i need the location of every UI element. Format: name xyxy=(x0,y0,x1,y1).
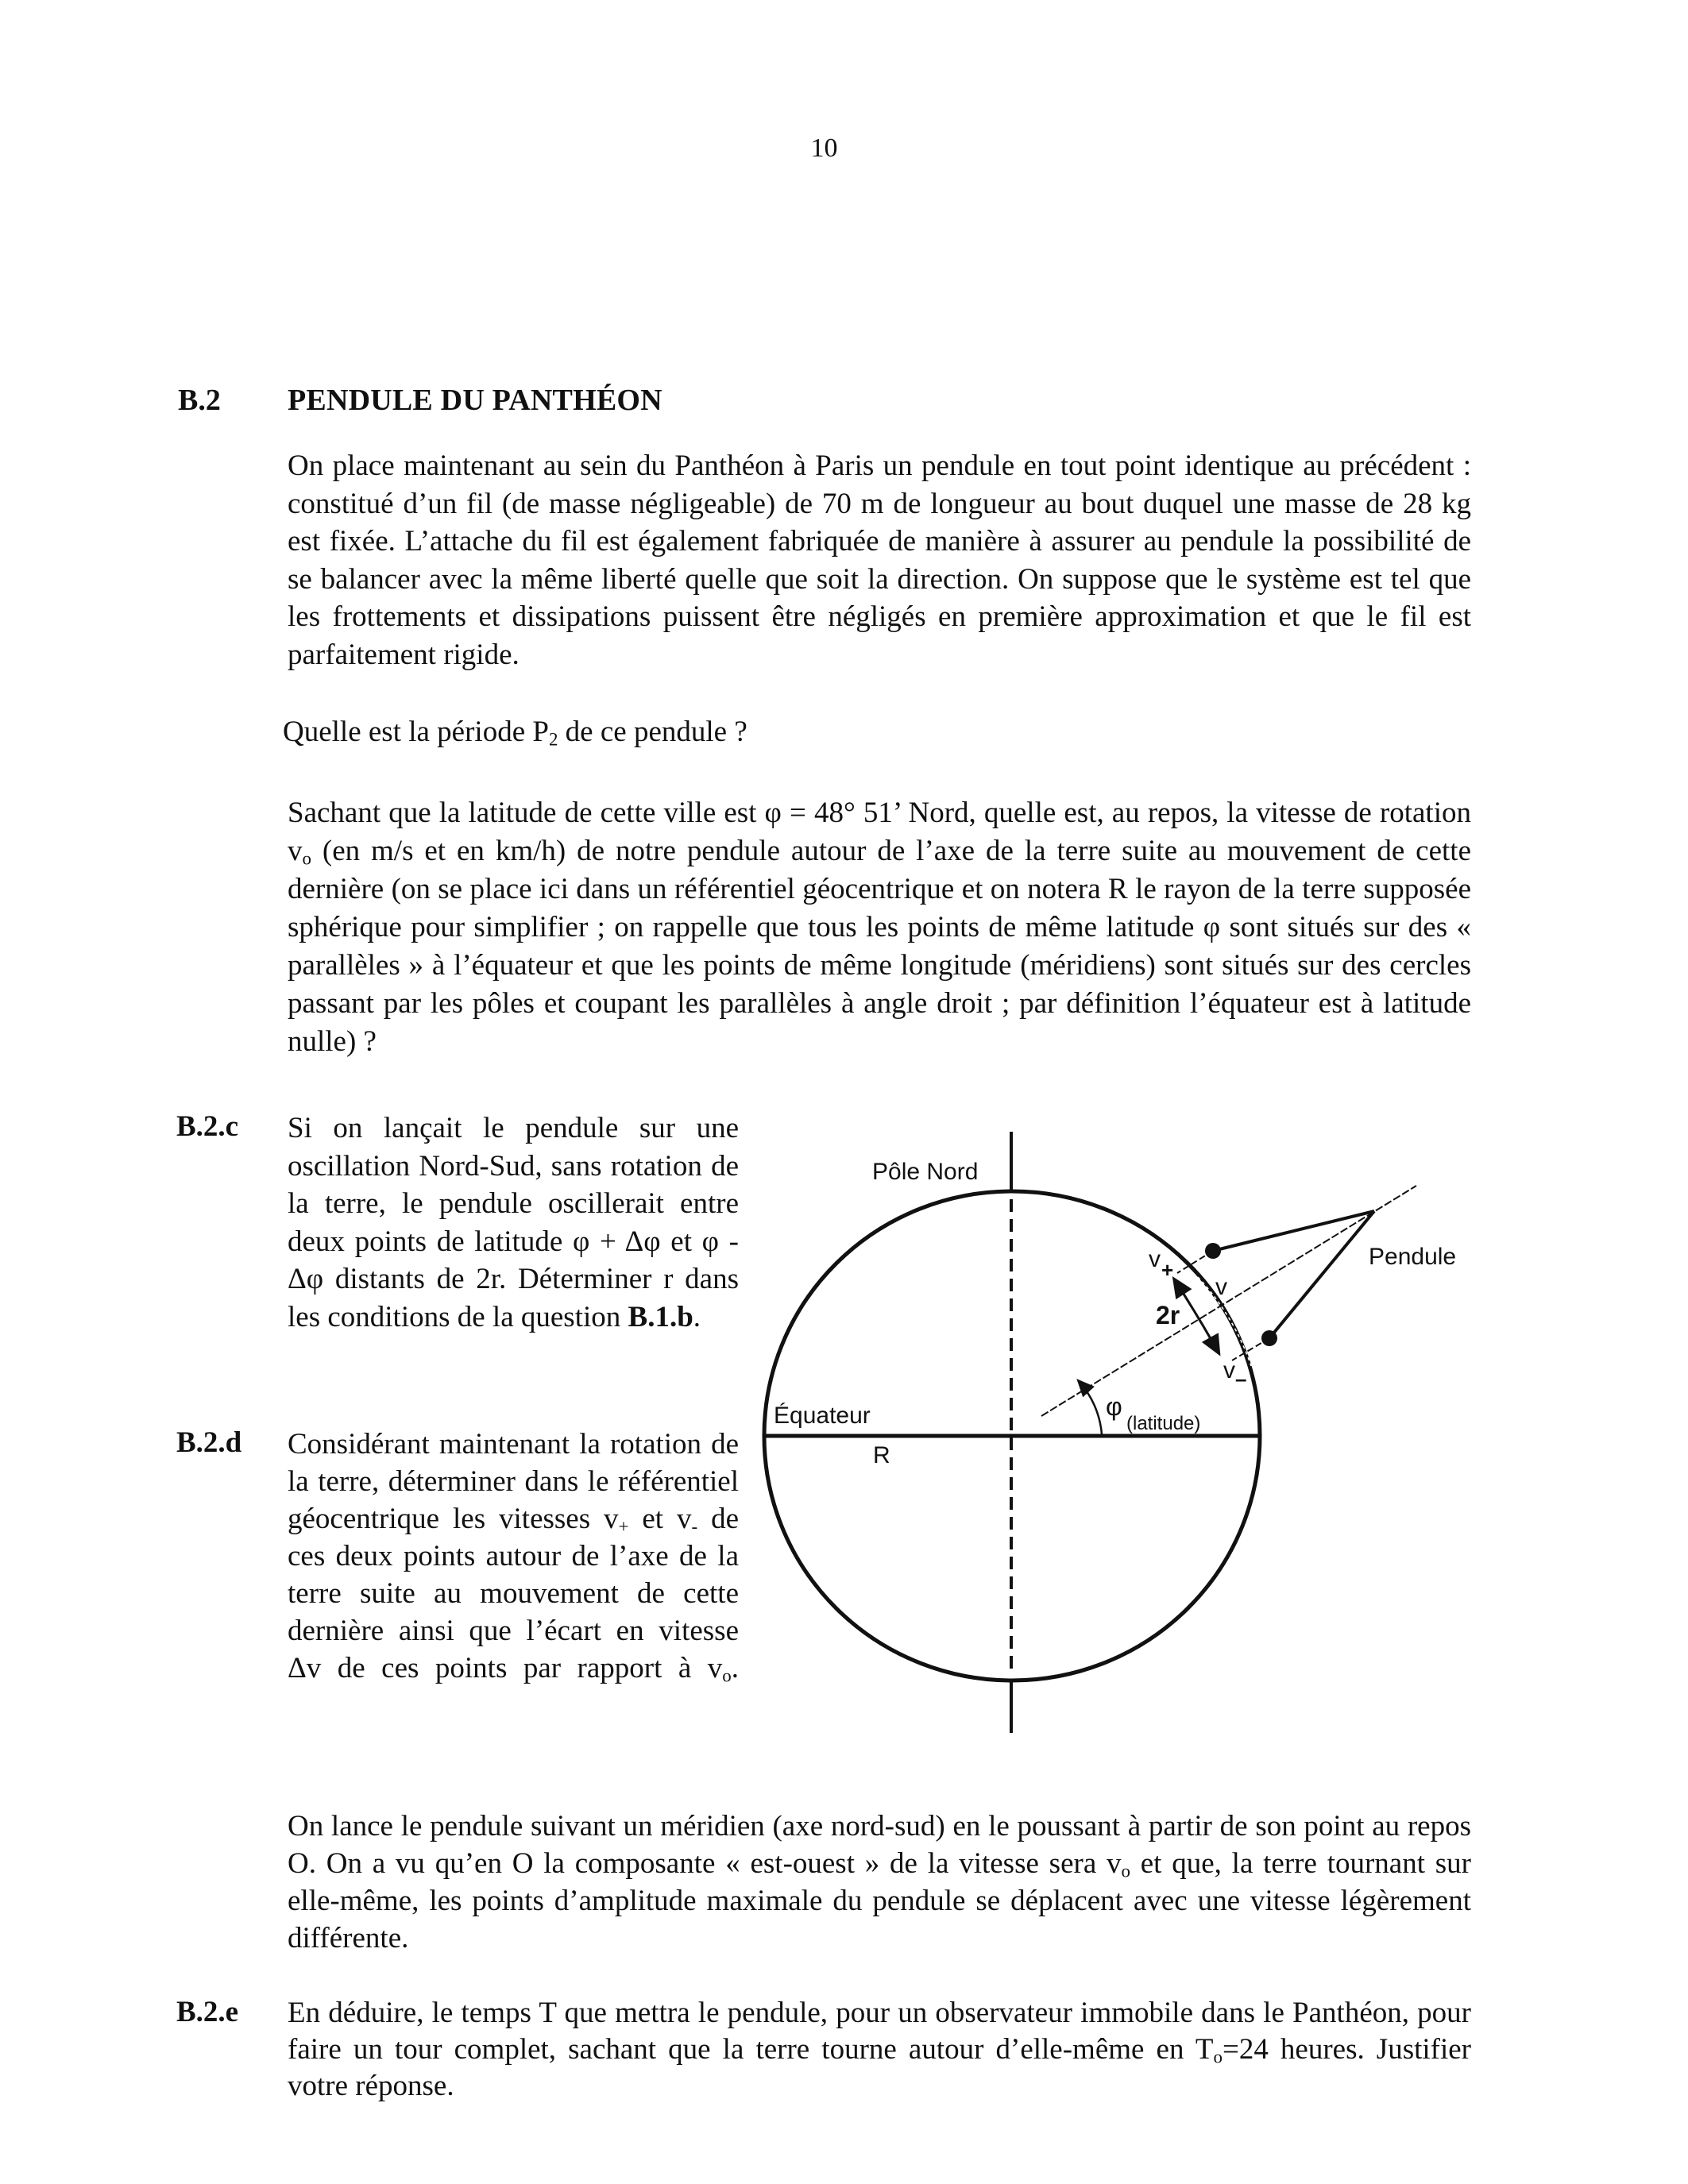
question-velocity-text: Sachant que la latitude de cette ville est φ = 48° 51’ Nord, quelle est, au repos, la vitesse de rotation v xyxy=(288,797,1471,867)
label-v-plus-sub: + xyxy=(1161,1258,1174,1282)
question-b2d-text: de ces deux points autour de l’axe de la terre suite au mouvement de cette dernière ainsi que l’écart en vitesse Δv de ces points par rapport à v xyxy=(288,1503,739,1684)
label-radius: R xyxy=(873,1442,890,1468)
label-phi: φ xyxy=(1106,1392,1122,1421)
label-pole-nord: Pôle Nord xyxy=(872,1159,979,1185)
question-period-text-end: de ce pendule ? xyxy=(558,716,747,748)
label-equateur: Équateur xyxy=(774,1403,871,1429)
pendulum-string-lower xyxy=(1269,1211,1374,1338)
punctuation: . xyxy=(693,1300,701,1333)
label-v: v xyxy=(1215,1274,1227,1300)
launch-text-end: et que, la terre tournant sur elle-même, les points d’amplitude maximale du pendule se déplacent avec une vitesse légèrement différente. xyxy=(288,1847,1471,1954)
pendulum-bob-lower xyxy=(1261,1330,1277,1346)
subscript-minus: - xyxy=(691,1516,698,1537)
pendulum-string-upper xyxy=(1213,1211,1374,1251)
label-v-minus-sub: – xyxy=(1235,1367,1247,1391)
punctuation: . xyxy=(731,1652,739,1684)
question-label-b2c: B.2.c xyxy=(176,1110,239,1143)
subscript: 2 xyxy=(548,729,558,750)
section-number: B.2 xyxy=(178,384,221,417)
latitude-arc xyxy=(1078,1380,1102,1434)
subscript: o xyxy=(1121,1861,1130,1881)
subscript-plus: + xyxy=(618,1516,629,1537)
launch-paragraph xyxy=(288,1808,1471,1957)
subscript: o xyxy=(302,848,311,869)
question-b2d-text: Considérant maintenant la rotation de la terre, déterminer dans le référentiel géocentrique les vitesses v xyxy=(288,1428,739,1535)
label-v-minus: v xyxy=(1223,1357,1235,1383)
subscript-o: o xyxy=(722,1665,732,1686)
label-pendule: Pendule xyxy=(1369,1244,1457,1270)
intro-paragraph: On place maintenant au sein du Panthéon à Paris un pendule en tout point identique au précédent : constitué d’un fil (de masse négligeable) de 70 m de longueur au bout duquel une masse de 28 kg est fixée. L’attache du fil est également fabriquée de manière à assurer au pendule la possibilité de se balancer avec la même liberté quelle que soit la direction. On suppose que le système est tel que les frottements et dissipations puissent être négligés en première approximation et que le fil est parfaitement rigide. xyxy=(288,450,1471,671)
label-2r: 2r xyxy=(1156,1301,1180,1329)
launch-text: On lance le pendule suivant un méridien (axe nord-sud) en le poussant à partir de son point au repos O. On a vu qu’en O la composante « est-ouest » de la vitesse sera v xyxy=(288,1810,1471,1880)
question-b2e xyxy=(288,1995,1471,2105)
question-b2e-text: En déduire, le temps T que mettra le pendule, pour un observateur immobile dans le Panthéon, pour faire un tour complet, sachant que la terre tourne autour d’elle-même en T xyxy=(288,1997,1471,2066)
question-reference: B.1.b xyxy=(628,1300,693,1333)
question-label-b2d: B.2.d xyxy=(176,1426,242,1459)
question-period-text: Quelle est la période P xyxy=(283,716,549,748)
subscript: o xyxy=(1213,2047,1223,2067)
question-b2e-text-end: =24 heures. Justifier votre réponse. xyxy=(288,2033,1471,2102)
page-number: 10 xyxy=(810,133,838,163)
label-latitude: (latitude) xyxy=(1126,1413,1201,1434)
question-velocity-text-end: (en m/s et en km/h) de notre pendule autour de l’axe de la terre suite au mouvement de cette dernière (on se place ici dans un référentiel géocentrique et on notera R le rayon de la terre supposée sphérique pour simplifier ; on rappelle que tous les points de même latitude φ sont situés sur des « parallèles » à l’équateur et que les points de même longitude (méridiens) sont situés sur des cercles passant par les pôles et coupant les parallèles à angle droit ; par définition l’équateur est à latitude nulle) ? xyxy=(288,835,1471,1058)
label-v-plus: v xyxy=(1149,1246,1161,1272)
section-title: PENDULE DU PANTHÉON xyxy=(288,384,662,417)
question-b2c-text: Si on lançait le pendule sur une oscillation Nord-Sud, sans rotation de la terre, le pendule oscillerait entre deux points de latitude φ + Δφ et φ - Δφ distants de 2r. Déterminer r dans les conditions de la question xyxy=(288,1112,739,1333)
question-b2d-text: et v xyxy=(628,1503,692,1535)
pendulum-bob-upper xyxy=(1205,1243,1221,1259)
question-label-b2e: B.2.e xyxy=(176,1996,239,2028)
